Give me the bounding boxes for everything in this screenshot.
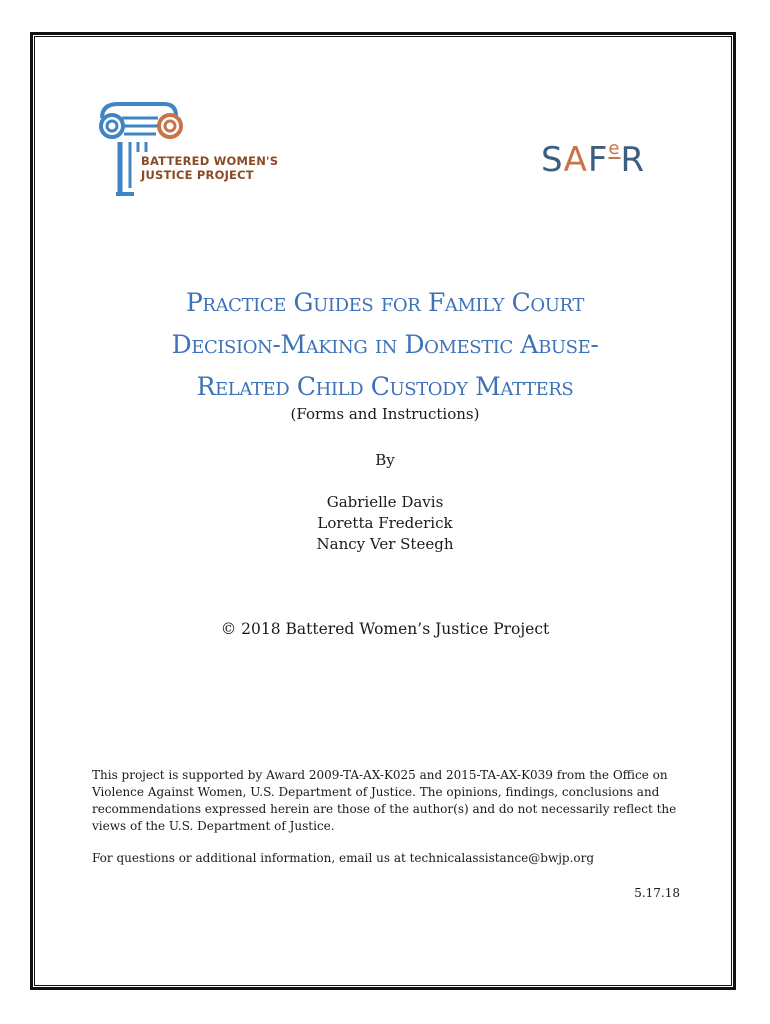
bwjp-logo-line2: JUSTICE PROJECT xyxy=(141,168,254,182)
subtitle: (Forms and Instructions) xyxy=(290,405,480,423)
author: Nancy Ver Steegh xyxy=(316,535,454,553)
contact-info: For questions or additional information, email us at technicalassistance@bwjp.org xyxy=(92,851,595,865)
safer-letter: S xyxy=(541,140,564,180)
disclaimer-line: views of the U.S. Department of Justice. xyxy=(92,819,335,833)
title-line: Decision-Making in Domestic Abuse- xyxy=(171,330,599,359)
disclaimer-line: Violence Against Women, U.S. Department of Justice. The opinions, findings, conclusions and xyxy=(92,785,660,799)
disclaimer-line: recommendations expressed herein are those of the author(s) and do not necessarily reflect the xyxy=(92,802,677,816)
safer-letter: F xyxy=(587,140,609,180)
safer-letter: R xyxy=(620,140,646,180)
bwjp-logo-text xyxy=(141,154,278,182)
bwjp-column-logo xyxy=(92,96,272,206)
author: Loretta Frederick xyxy=(317,514,453,532)
bwjp-logo-line1: BATTERED WOMEN'S xyxy=(141,154,279,168)
title-line: Practice Guides for Family Court xyxy=(186,288,584,317)
copyright-notice: © 2018 Battered Women’s Justice Project xyxy=(220,620,550,638)
document-title xyxy=(60,282,710,408)
document-date: 5.17.18 xyxy=(634,886,680,900)
title-line: Related Child Custody Matters xyxy=(196,372,574,401)
safer-letter: A xyxy=(563,140,588,180)
disclaimer-line: This project is supported by Award 2009-TA-AX-K025 and 2015-TA-AX-K039 from the Office on xyxy=(92,768,668,782)
author: Gabrielle Davis xyxy=(326,493,444,511)
author-list xyxy=(60,492,710,555)
safer-letter: e xyxy=(608,138,621,159)
funding-disclaimer xyxy=(92,767,682,835)
by-label: By xyxy=(375,451,395,469)
safer-logo xyxy=(541,140,645,184)
